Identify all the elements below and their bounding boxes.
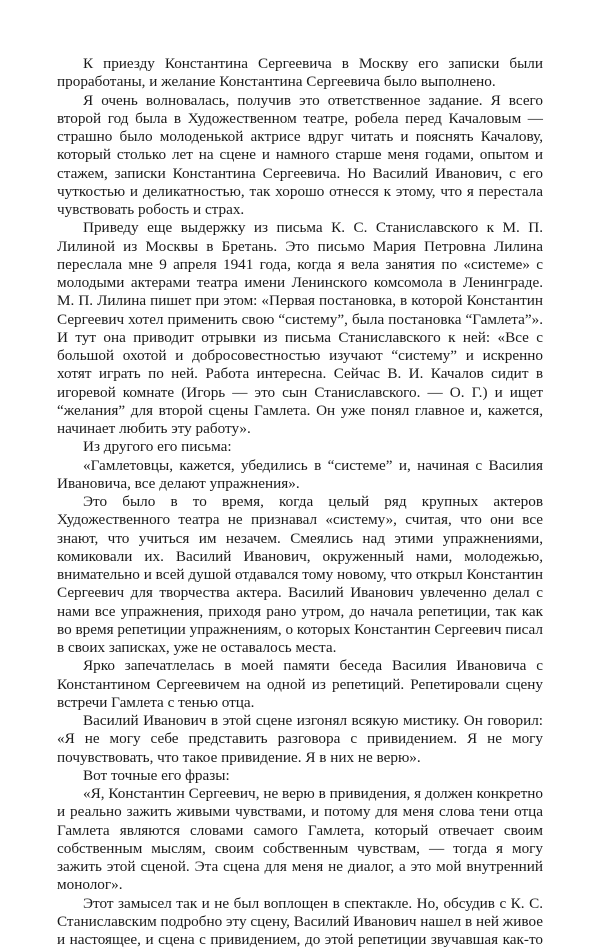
paragraph: «Гамлетовцы, кажется, убедились в “системе” и, начиная с Василия Ивановича, все делают упражнения». [57, 457, 543, 494]
paragraph: Ярко запечатлелась в моей памяти беседа Василия Ивановича с Константином Сергеевичем на одной из репетиций. Репетировали сцену встречи Гамлета с тенью отца. [57, 657, 543, 712]
paragraph: К приезду Константина Сергеевича в Москву его записки были проработаны, и желание Константина Сергеевича было выполнено. [57, 55, 543, 92]
paragraph: «Я, Константин Сергеевич, не верю в привидения, я должен конкретно и реально зажить живыми чувствами, и потому для меня слова тени отца Гамлета являются словами самого Гамлета, который отвечает своим собственным мыслям, своим собственным чувствам, — тогда я могу зажить этой сценой. Эта сцена для меня не диалог, а это мой внутренний монолог». [57, 785, 543, 895]
paragraph: Это было в то время, когда целый ряд крупных актеров Художественного театра не признавал «систему», считая, что они все знают, что учиться им незачем. Смеялись над этими упражнениями, комиковали их. Василий Иванович, окруженный нами, молодежью, внимательно и всей душой отдавался тому новому, что открыл Константин Сергеевич для творчества актера. Василий Иванович увлеченно делал с нами все упражнения, приходя рано утром, до начала репетиции, так как во время репетиции упражнениям, о которых Константин Сергеевич писал в своих записках, уже не оставалось места. [57, 493, 543, 657]
paragraph: Из другого его письма: [57, 438, 543, 456]
paragraph: Василий Иванович в этой сцене изгонял всякую мистику. Он говорил: «Я не могу себе представить разговора с привидением. Я не могу почувствовать, что такое привидение. Я в них не верю». [57, 712, 543, 767]
paragraph: Приведу еще выдержку из письма К. С. Станиславского к М. П. Лилиной из Москвы в Бретань. Это письмо Мария Петровна Лилина переслала мне 9 апреля 1941 года, когда я вела занятия по «системе» с молодыми актерами театра имени Ленинского комсомола в Ленинграде. М. П. Лилина пишет при этом: «Первая постановка, в которой Константин Сергеевич хотел применить свою “систему”, была постановка “Гамлета”». И тут она приводит отрывки из письма Станиславского к ней: «Все с большой охотой и добросовестностью изучают “систему” и искренно хотят играть по ней. Работа интересна. Сейчас В. И. Качалов сидит в игоревой комнате (Игорь — это сын Станиславского. — О. Г.) и ищет “желания” для второй сцены Гамлета. Он уже понял главное и, кажется, начинает любить эту работу». [57, 219, 543, 438]
paragraph: Этот замысел так и не был воплощен в спектакле. Но, обсудив с К. С. Станиславским подробно эту сцену, Василий Иванович нашел в ней живое и настоящее, и сцена с привидением, до этой репетиции звучавшая как-то [57, 895, 543, 949]
paragraph: Вот точные его фразы: [57, 767, 543, 785]
paragraph: Я очень волновалась, получив это ответственное задание. Я всего второй год была в Художественном театре, робела перед Качаловым — страшно было молоденькой актрисе вдруг читать и пояснять Качалову, который столько лет на сцене и намного старше меня годами, опытом и стажем, записки Константина Сергеевича. Но Василий Иванович, с его чуткостью и деликатностью, так хорошо отнесся к этому, что я перестала чувствовать робость и страх. [57, 92, 543, 220]
document-page [57, 55, 543, 949]
